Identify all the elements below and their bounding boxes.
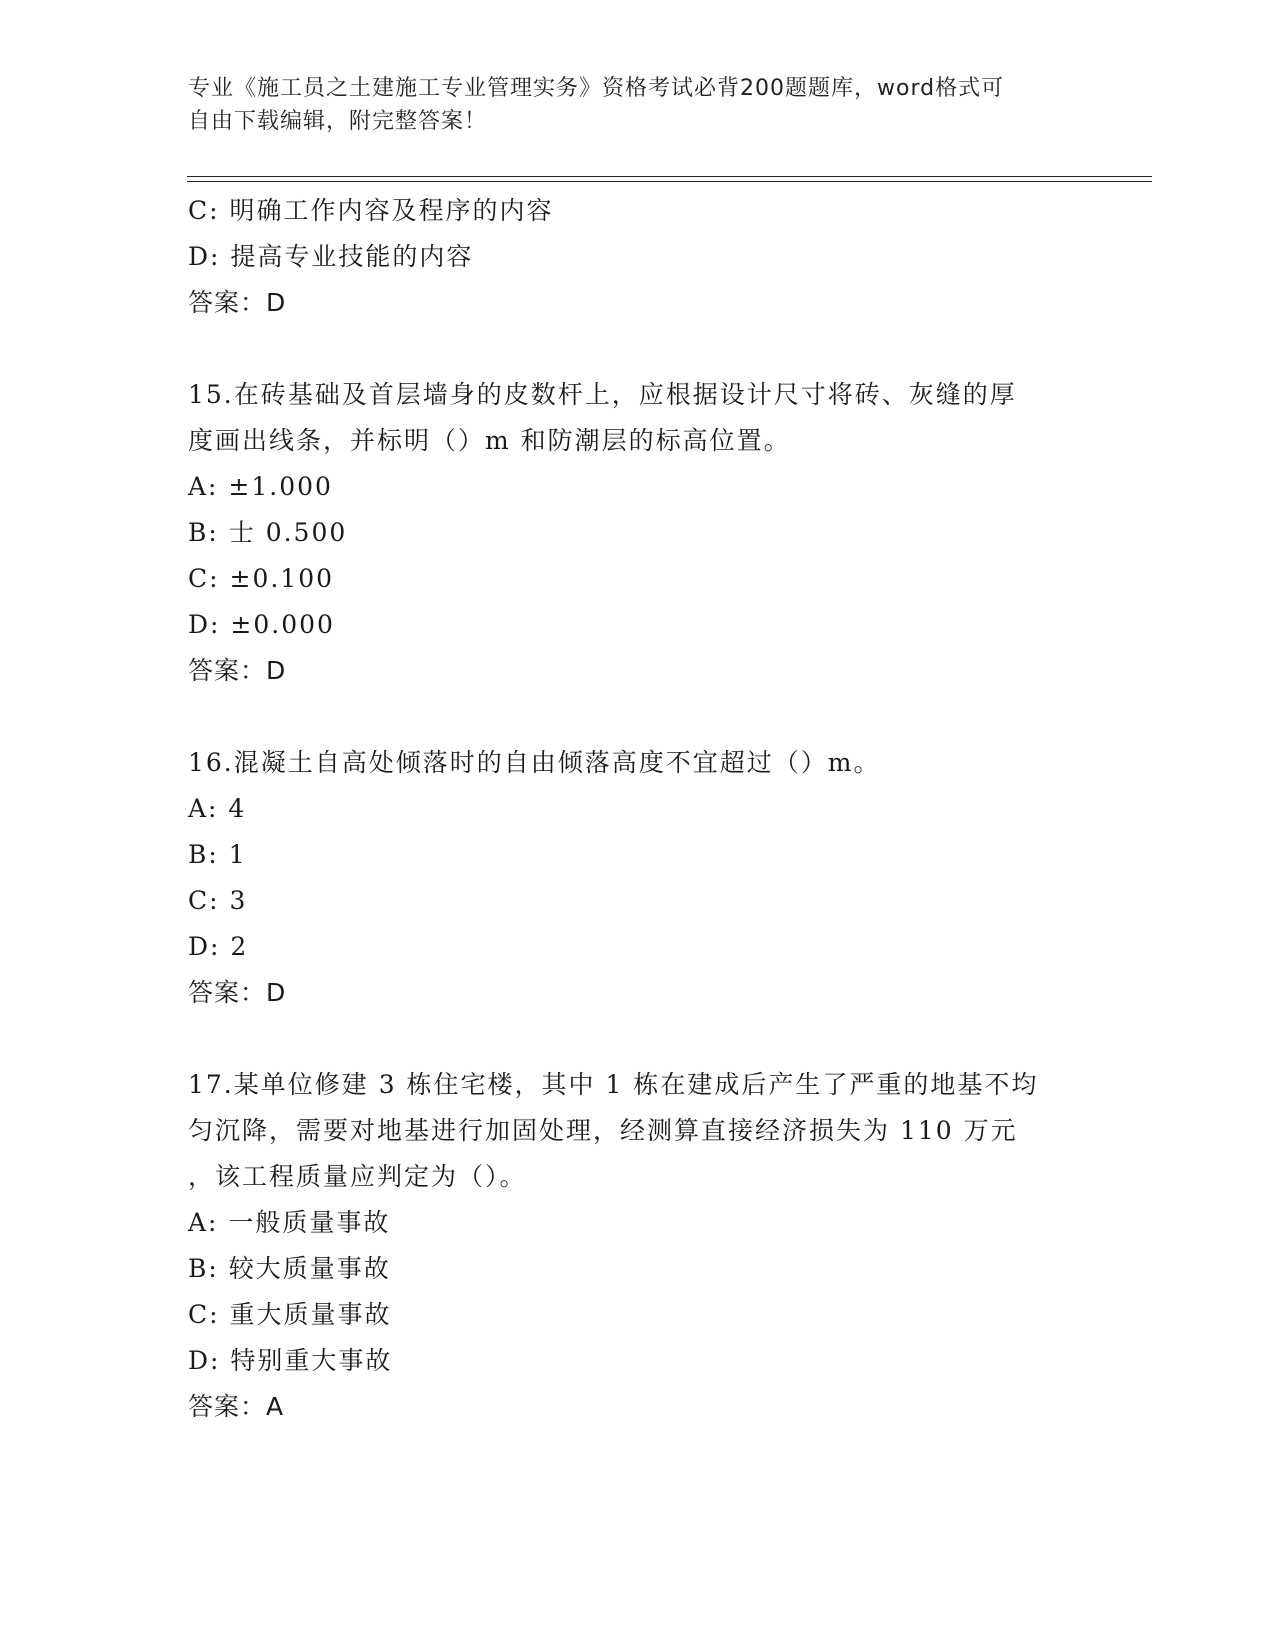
question-text: 度画出线条，并标明（）m 和防潮层的标高位置。 xyxy=(188,426,791,455)
option-d: D: 特别重大事故 xyxy=(188,1346,393,1375)
option-c: C: 重大质量事故 xyxy=(188,1300,392,1329)
answer-line: 答案：D xyxy=(188,978,287,1007)
option-a: A: ±1.000 xyxy=(188,472,333,501)
option-c: C: 明确工作内容及程序的内容 xyxy=(188,196,554,225)
option-b: B: 较大质量事故 xyxy=(188,1254,391,1283)
option-b: B: 士 0.500 xyxy=(188,518,348,547)
option-c: C: ±0.100 xyxy=(188,564,335,593)
header-divider-bottom xyxy=(187,181,1152,182)
question-text: ，该工程质量应判定为（）。 xyxy=(188,1162,527,1191)
option-a: A: 4 xyxy=(188,794,247,823)
header-divider-top xyxy=(187,176,1152,177)
spacer xyxy=(188,694,1108,740)
question-text: 15.在砖基础及首层墙身的皮数杆上，应根据设计尺寸将砖、灰缝的厚 xyxy=(188,380,1017,409)
document-header xyxy=(188,72,1088,138)
option-d: D: 2 xyxy=(188,932,249,961)
spacer xyxy=(188,1016,1108,1062)
answer-line: 答案：D xyxy=(188,288,287,317)
header-line-2: 自由下载编辑，附完整答案！ xyxy=(188,109,488,134)
question-block-15 xyxy=(188,372,1108,694)
option-d: D: ±0.000 xyxy=(188,610,335,639)
answer-line: 答案：D xyxy=(188,656,287,685)
option-d: D: 提高专业技能的内容 xyxy=(188,242,474,271)
option-c: C: 3 xyxy=(188,886,248,915)
question-block-16 xyxy=(188,740,1108,1016)
question-block-14-tail xyxy=(188,188,1108,326)
question-block-17 xyxy=(188,1062,1108,1430)
question-text: 匀沉降，需要对地基进行加固处理，经测算直接经济损失为 110 万元 xyxy=(188,1116,1018,1145)
question-text: 16.混凝土自高处倾落时的自由倾落高度不宜超过（）m。 xyxy=(188,748,881,777)
header-line-1: 专业《施工员之土建施工专业管理实务》资格考试必背200题题库，word格式可 xyxy=(188,76,1005,101)
option-b: B: 1 xyxy=(188,840,247,869)
option-a: A: 一般质量事故 xyxy=(188,1208,391,1237)
answer-line: 答案：A xyxy=(188,1392,285,1421)
question-list xyxy=(188,188,1108,1430)
spacer xyxy=(188,326,1108,372)
question-text: 17.某单位修建 3 栋住宅楼，其中 1 栋在建成后产生了严重的地基不均 xyxy=(188,1070,1039,1099)
